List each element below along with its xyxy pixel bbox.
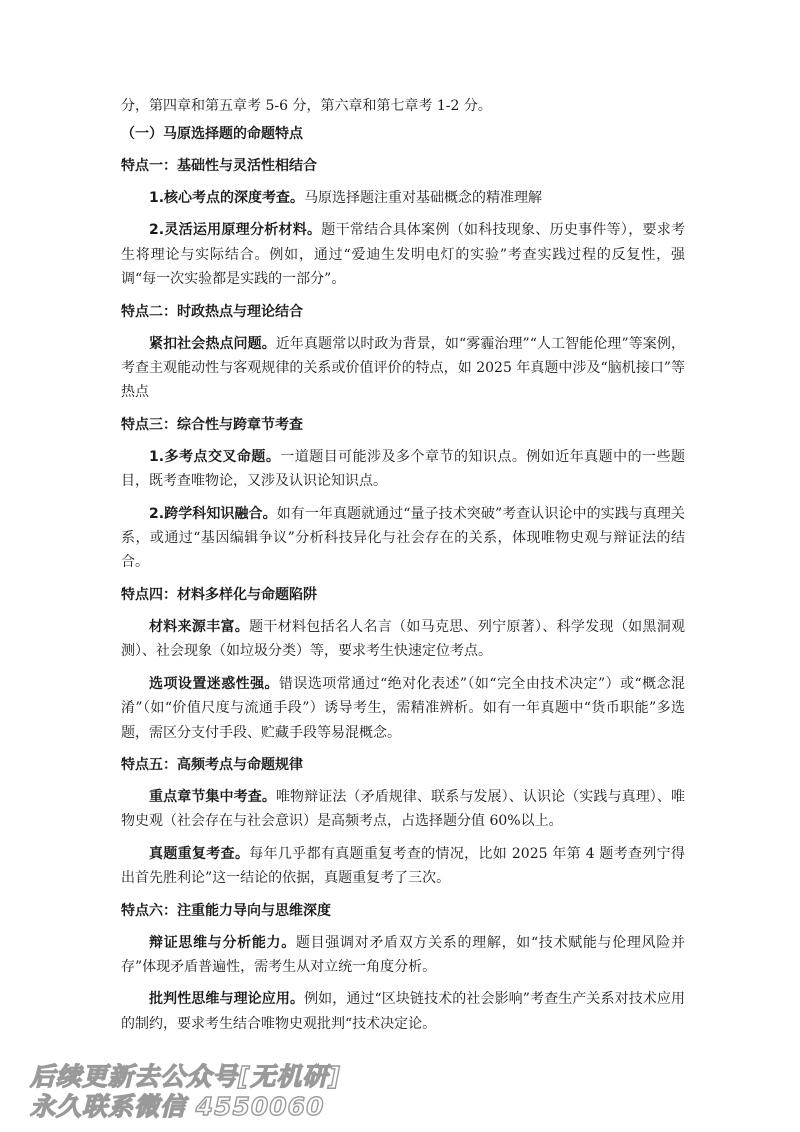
item-body: 题目强调对矛盾双方关系的理解，如“技术赋能与伦理风险并存”体现矛盾普遍性，需考生从对立统一角度分析。 [121, 934, 686, 975]
item-body: 马原选择题注重对基础概念的精准理解 [304, 190, 543, 206]
item-lead: 选项设置迷惑性强。 [149, 675, 279, 692]
feature-6-item-2 [121, 987, 685, 1036]
item-lead: 批判性思维与理论应用。 [149, 991, 305, 1008]
item-lead: 紧扣社会热点问题。 [149, 335, 276, 352]
feature-heading-2: 特点二：时政热点与理论结合 [121, 303, 303, 320]
feature-5-item-1 [121, 785, 685, 834]
feature-1-item-2 [121, 218, 685, 291]
item-lead: 2.跨学科知识融合。 [149, 505, 277, 522]
feature-heading-4: 特点四：材料多样化与命题陷阱 [121, 586, 317, 603]
feature-heading-5: 特点五：高频考点与命题规律 [121, 756, 303, 773]
feature-2-item-1 [121, 332, 685, 405]
item-lead: 辩证思维与分析能力。 [149, 934, 296, 951]
item-lead: 真题重复考查。 [149, 845, 250, 862]
item-body: 一道题目可能涉及多个章节的知识点。例如近年真题中的一些题目，既考查唯物论，又涉及认识论知识点。 [121, 448, 685, 490]
item-body: 唯物辩证法（矛盾规律、联系与发展）、认识论（实践与真理）、唯物史观（社会存在与社会意识）是高频考点，占选择题分值 60%以上。 [121, 788, 686, 830]
feature-3-item-1 [121, 445, 685, 494]
feature-5-item-2 [121, 842, 685, 891]
item-body: 题干材料包括名人名言（如马克思、列宁原著）、科学发现（如黑洞观测）、社会现象（如垃圾分类）等，要求考生快速定位考点。 [121, 618, 686, 660]
item-lead: 1.多考点交叉命题。 [149, 448, 281, 465]
feature-heading-6: 特点六：注重能力导向与思维深度 [121, 902, 331, 919]
item-lead: 1.核心考点的深度考查。 [149, 190, 305, 206]
section-title: （一）马原选择题的命题特点 [121, 126, 303, 142]
feature-4-item-2 [121, 672, 685, 745]
feature-6-item-1 [121, 931, 685, 980]
item-body: 错误选项常通过“绝对化表述”（如“完全由技术决定”）或“概念混淆”（如“价值尺度与流通手段”）诱导考生，需精准辨析。如有一年真题中“货币职能”多选题，需区分支付手段、贮藏手段等易混概念。 [121, 675, 686, 741]
feature-heading-1: 特点一：基础性与灵活性相结合 [121, 158, 317, 174]
feature-1-item-1 [121, 186, 685, 210]
item-body: 例如，通过“区块链技术的社会影响”考查生产关系对技术应用的制约，要求考生结合唯物史观批判“技术决定论。 [121, 991, 685, 1032]
watermark-line-2: 永久联系微信 4550060 [30, 1092, 325, 1121]
feature-3-item-2 [121, 502, 685, 575]
item-body: 近年真题常以时政为背景，如“雾霾治理”“人工智能伦理”等案例，考查主观能动性与客观规律的关系或价值评价的特点，如 2025 年真题中涉及“脑机接口”等热点 [121, 335, 685, 401]
watermark [30, 1062, 341, 1122]
item-body: 题干常结合具体案例（如科技现象、历史事件等），要求考生将理论与实际结合。例如，通过“爱迪生发明电灯的实验”考查实践过程的反复性，强调“每一次实验都是实践的一部分”。 [121, 222, 686, 288]
item-lead: 2.灵活运用原理分析材料。 [149, 222, 322, 239]
intro-line: 分，第四章和第五章考 5-6 分，第六章和第七章考 1-2 分。 [121, 98, 492, 114]
watermark-line-1: 后续更新去公众号[无机研] [30, 1062, 341, 1091]
item-lead: 材料来源丰富。 [149, 618, 250, 635]
item-lead: 重点章节集中考查。 [149, 788, 276, 805]
feature-4-item-1 [121, 615, 685, 664]
feature-heading-3: 特点三：综合性与跨章节考查 [121, 416, 303, 433]
document-body [121, 94, 685, 1044]
item-body: 每年几乎都有真题重复考查的情况，比如 2025 年第 4 题考查列宁得出首先胜利论”这一结论的依据，真题重复考了三次。 [121, 845, 686, 887]
item-body: 如有一年真题就通过“量子技术突破”考查认识论中的实践与真理关系，或通过“基因编辑争议”分析科技异化与社会存在的关系，体现唯物史观与辩证法的结合。 [121, 505, 685, 571]
